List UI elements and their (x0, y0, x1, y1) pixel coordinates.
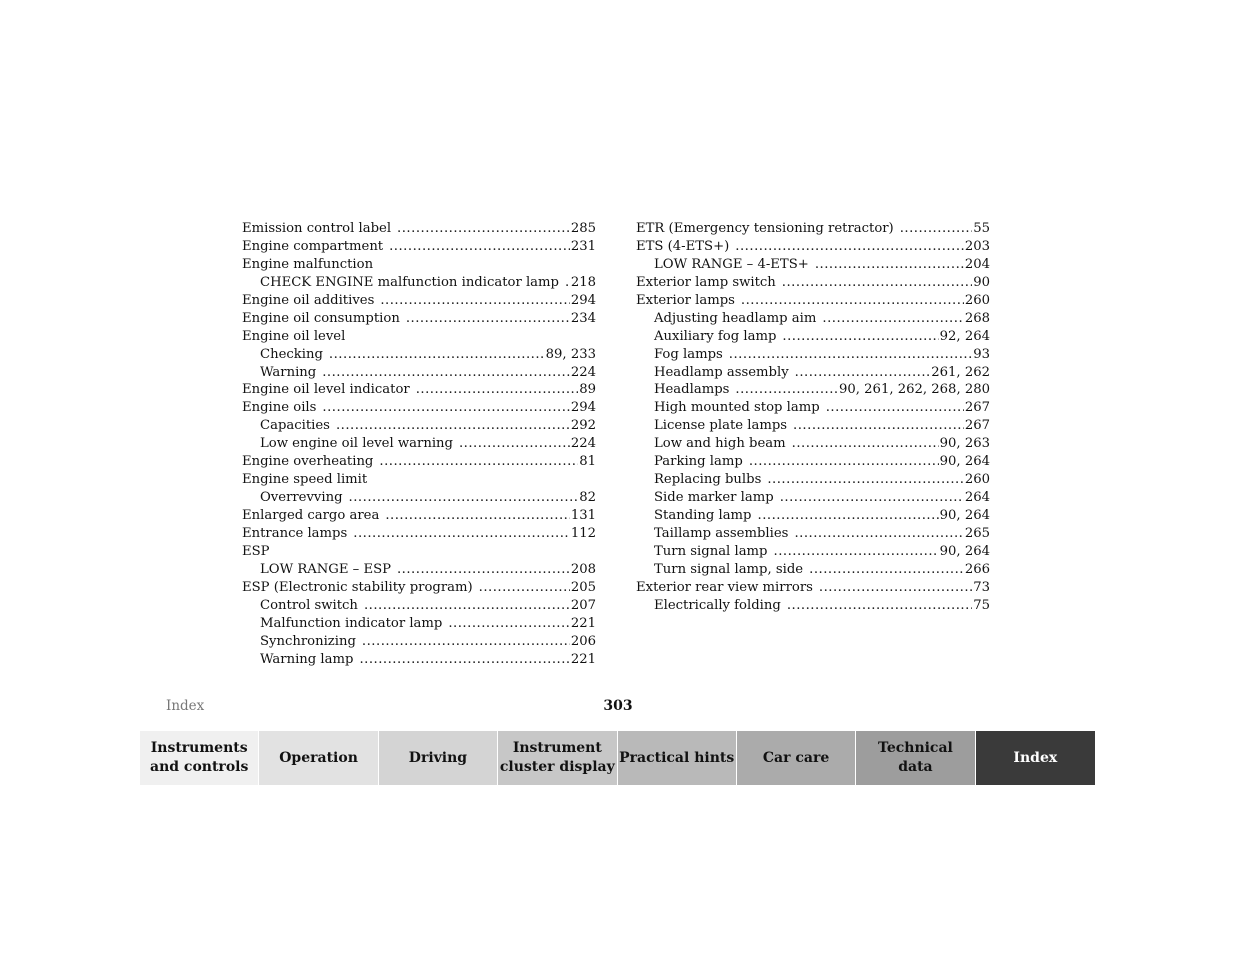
index-entry-label: ESP (Electronic stability program) (242, 579, 473, 595)
index-entry-pages[interactable]: 260 (964, 292, 990, 308)
dot-leader (793, 417, 964, 435)
index-entry (242, 435, 596, 453)
dot-leader (809, 561, 964, 579)
dot-leader (336, 417, 570, 435)
index-entry (242, 579, 596, 597)
index-entry (242, 597, 596, 615)
index-entry-pages[interactable]: 203 (964, 238, 990, 254)
dot-leader (379, 453, 578, 471)
index-entry (242, 633, 596, 651)
tab-label: Technical data (878, 740, 953, 775)
dot-leader (794, 525, 963, 543)
index-entry-pages[interactable]: 131 (570, 508, 596, 523)
index-entry-label: Overrevving (260, 490, 343, 506)
dot-leader (362, 633, 570, 651)
index-entry-pages[interactable]: 205 (570, 579, 596, 595)
index-entry-pages[interactable]: 294 (570, 292, 596, 308)
dot-leader (826, 399, 964, 417)
index-entry-label: Standing lamp (654, 508, 752, 523)
index-entry-label: Turn signal lamp (654, 543, 768, 559)
index-entry (242, 507, 596, 525)
dot-leader (815, 256, 964, 274)
tab-practical-hints[interactable] (618, 731, 737, 785)
index-entry (636, 238, 990, 256)
index-entry (636, 435, 990, 453)
index-entry-label: Emission control label (242, 221, 392, 236)
index-entry (242, 238, 596, 256)
index-entry (242, 543, 596, 561)
index-entry (636, 381, 990, 399)
index-entry (636, 364, 990, 382)
index-entry (242, 453, 596, 471)
index-entry-pages[interactable]: 82 (579, 490, 596, 506)
index-entry-label: Enlarged cargo area (242, 508, 380, 523)
index-entry-pages[interactable]: 231 (570, 238, 596, 254)
index-entry (636, 399, 990, 417)
index-entry-label: Checking (260, 346, 323, 362)
dot-leader (782, 328, 938, 346)
index-entry-label: Low engine oil level warning (260, 436, 453, 452)
dot-leader (767, 471, 963, 489)
index-entry (636, 328, 990, 346)
index-entry (636, 346, 990, 364)
tab-technical-data[interactable] (856, 731, 975, 785)
index-entry (636, 561, 990, 579)
index-entry-label: ETS (4-ETS+) (636, 238, 730, 254)
index-entry (636, 220, 990, 238)
index-column-left (242, 220, 596, 668)
page-number: 303 (603, 698, 633, 714)
index-entry (636, 274, 990, 292)
index-entry-label: Adjusting headlamp aim (654, 310, 817, 326)
index-entry (242, 525, 596, 543)
dot-leader (774, 543, 939, 561)
dot-leader (758, 507, 939, 525)
index-entry-label: Side marker lamp (654, 490, 774, 506)
tab-operation[interactable] (259, 731, 378, 785)
index-entry-pages[interactable]: 218 (570, 274, 596, 290)
dot-leader (782, 274, 972, 292)
index-entry-pages[interactable]: 266 (964, 561, 990, 577)
index-entry-label: Engine malfunction (242, 256, 374, 272)
section-name: Index (166, 698, 205, 714)
index-entry-pages[interactable]: 268 (964, 310, 990, 326)
index-entry-pages[interactable]: 224 (570, 436, 596, 452)
dot-leader (349, 489, 579, 507)
index-entry-label: Malfunction indicator lamp (260, 615, 443, 631)
index-entry-label: Engine oil consumption (242, 310, 400, 326)
dot-leader (741, 292, 964, 310)
index-entry-pages[interactable]: 224 (570, 364, 596, 380)
dot-leader (792, 435, 939, 453)
index-entry-label: CHECK ENGINE malfunction indicator lamp (260, 274, 559, 290)
index-entry-pages[interactable]: 265 (964, 525, 990, 541)
index-entry (242, 346, 596, 364)
tab-label: Practical hints (619, 749, 735, 766)
index-entry (636, 489, 990, 507)
dot-leader (322, 364, 570, 382)
index-entry-pages[interactable]: 73 (973, 579, 990, 595)
dot-leader (459, 435, 570, 453)
index-entry-pages[interactable]: 294 (570, 400, 596, 416)
index-entry-label: Engine compartment (242, 238, 384, 254)
index-entry (242, 364, 596, 382)
index-entry-label: Exterior lamp switch (636, 274, 776, 290)
index-entry-pages[interactable]: 89, 233 (545, 346, 596, 362)
index-entry-pages[interactable]: 264 (964, 490, 990, 506)
index-entry (636, 507, 990, 525)
index-entry (242, 328, 596, 346)
index-column-right (636, 220, 990, 615)
dot-leader (385, 507, 569, 525)
dot-leader (822, 310, 963, 328)
index-entry-label: Warning lamp (260, 651, 354, 667)
index-entry (242, 256, 596, 274)
dot-leader (448, 615, 569, 633)
tab-index[interactable] (976, 731, 1095, 785)
index-entry-label: License plate lamps (654, 418, 788, 434)
index-entry-pages[interactable]: 93 (973, 346, 990, 362)
tab-label: Instruments and controls (150, 740, 249, 775)
index-entry-label: LOW RANGE – ESP (260, 561, 391, 577)
index-entry-label: Engine oils (242, 400, 317, 416)
index-entry-label: LOW RANGE – 4-ETS+ (654, 256, 809, 272)
index-entry (242, 274, 596, 292)
dot-leader (819, 579, 972, 597)
dot-leader (565, 274, 570, 292)
index-entry-pages[interactable]: 92, 264 (939, 328, 990, 344)
index-entry-label: Engine speed limit (242, 472, 368, 488)
index-entry-label: Auxiliary fog lamp (654, 328, 777, 344)
dot-leader (729, 346, 972, 364)
dot-leader (329, 346, 545, 364)
index-entry-pages[interactable]: 260 (964, 472, 990, 488)
dot-leader (749, 453, 939, 471)
index-entry-pages[interactable]: 204 (964, 256, 990, 272)
dot-leader (359, 651, 569, 669)
index-entry-label: Fog lamps (654, 346, 723, 362)
index-entry-label: Engine overheating (242, 454, 374, 470)
dot-leader (479, 579, 570, 597)
index-entry (242, 471, 596, 489)
index-entry-label: Warning (260, 364, 317, 380)
index-entry-pages[interactable]: 90, 261, 262, 268, 280 (839, 382, 990, 398)
index-entry-label: Low and high beam (654, 436, 786, 452)
index-entry-pages[interactable]: 90, 263 (939, 436, 990, 452)
index-entry (242, 292, 596, 310)
index-entry-pages[interactable]: 207 (570, 597, 596, 613)
index-entry (242, 489, 596, 507)
tab-label: Driving (408, 749, 468, 766)
index-entry-label: Entrance lamps (242, 525, 348, 541)
index-entry (636, 310, 990, 328)
dot-leader (397, 561, 570, 579)
index-entry (242, 561, 596, 579)
index-entry-label: Turn signal lamp, side (654, 561, 804, 577)
dot-leader (380, 292, 569, 310)
index-entry-pages[interactable]: 89 (579, 382, 596, 398)
index-entry-label: Control switch (260, 597, 358, 613)
index-entry-pages[interactable]: 221 (570, 651, 596, 667)
dot-leader (364, 597, 570, 615)
tab-instrument-cluster-display[interactable] (498, 731, 617, 785)
index-entry (636, 525, 990, 543)
index-entry-pages[interactable]: 267 (964, 400, 990, 416)
index-entry (242, 417, 596, 435)
index-entry-pages[interactable]: 90, 264 (939, 454, 990, 470)
tab-label: Car care (762, 749, 830, 766)
index-entry-pages[interactable]: 208 (570, 561, 596, 577)
index-entry-label: Synchronizing (260, 633, 356, 649)
index-entry-pages[interactable]: 112 (570, 525, 596, 541)
tab-label: Index (1013, 749, 1058, 766)
dot-leader (735, 381, 838, 399)
index-entry-label: High mounted stop lamp (654, 400, 820, 416)
index-entry (242, 220, 596, 238)
index-entry-label: Headlamps (654, 382, 730, 398)
index-entry-pages[interactable]: 234 (570, 310, 596, 326)
index-entry (636, 597, 990, 615)
index-entry (242, 615, 596, 633)
index-entry-pages[interactable]: 285 (570, 221, 596, 236)
dot-leader (416, 381, 579, 399)
index-entry-pages[interactable]: 90, 264 (939, 508, 990, 523)
index-entry-label: Parking lamp (654, 454, 743, 470)
index-entry-pages[interactable]: 55 (973, 221, 990, 236)
index-entry-label: Engine oil level (242, 328, 346, 344)
dot-leader (795, 364, 931, 382)
index-entry (636, 292, 990, 310)
index-entry (242, 381, 596, 399)
index-entry-label: Exterior rear view mirrors (636, 579, 813, 595)
index-entry-pages[interactable]: 292 (570, 418, 596, 434)
tab-label: Operation (279, 749, 358, 766)
index-entry-label: Taillamp assemblies (654, 525, 789, 541)
index-entry-pages[interactable]: 75 (973, 597, 990, 613)
index-entry-label: Electrically folding (654, 597, 781, 613)
index-entry (636, 543, 990, 561)
tab-car-care[interactable] (737, 731, 856, 785)
dot-leader (735, 238, 964, 256)
index-entry (242, 399, 596, 417)
index-entry (242, 651, 596, 669)
index-entry-pages[interactable]: 90, 264 (939, 543, 990, 559)
dot-leader (322, 399, 569, 417)
index-entry-pages[interactable]: 206 (570, 633, 596, 649)
index-entry-pages[interactable]: 221 (570, 615, 596, 631)
index-entry-label: Engine oil level indicator (242, 382, 410, 398)
index-entry-label: Engine oil additives (242, 292, 375, 308)
index-entry (636, 256, 990, 274)
index-entry (636, 453, 990, 471)
dot-leader (397, 220, 570, 238)
index-entry-pages[interactable]: 267 (964, 418, 990, 434)
tab-instruments-and-controls[interactable] (140, 731, 259, 785)
index-entry (636, 471, 990, 489)
index-entry (242, 310, 596, 328)
dot-leader (780, 489, 964, 507)
tab-label: Instrument cluster display (499, 740, 615, 775)
index-entry-label: Headlamp assembly (654, 364, 789, 380)
dot-leader (389, 238, 570, 256)
index-entry-pages[interactable]: 90 (973, 274, 990, 290)
chapter-tab-bar (140, 731, 1095, 785)
index-entry-label: Exterior lamps (636, 292, 735, 308)
dot-leader (353, 525, 570, 543)
dot-leader (787, 597, 972, 615)
index-entry-label: Capacities (260, 418, 330, 434)
dot-leader (900, 220, 973, 238)
index-entry (636, 579, 990, 597)
dot-leader (406, 310, 570, 328)
index-entry-pages[interactable]: 81 (579, 454, 596, 470)
index-entry-label: Replacing bulbs (654, 472, 762, 488)
index-entry-label: ESP (242, 543, 270, 559)
index-entry (636, 417, 990, 435)
index-entry-label: ETR (Emergency tensioning retractor) (636, 221, 894, 236)
tab-driving[interactable] (379, 731, 498, 785)
index-entry-pages[interactable]: 261, 262 (931, 364, 990, 380)
